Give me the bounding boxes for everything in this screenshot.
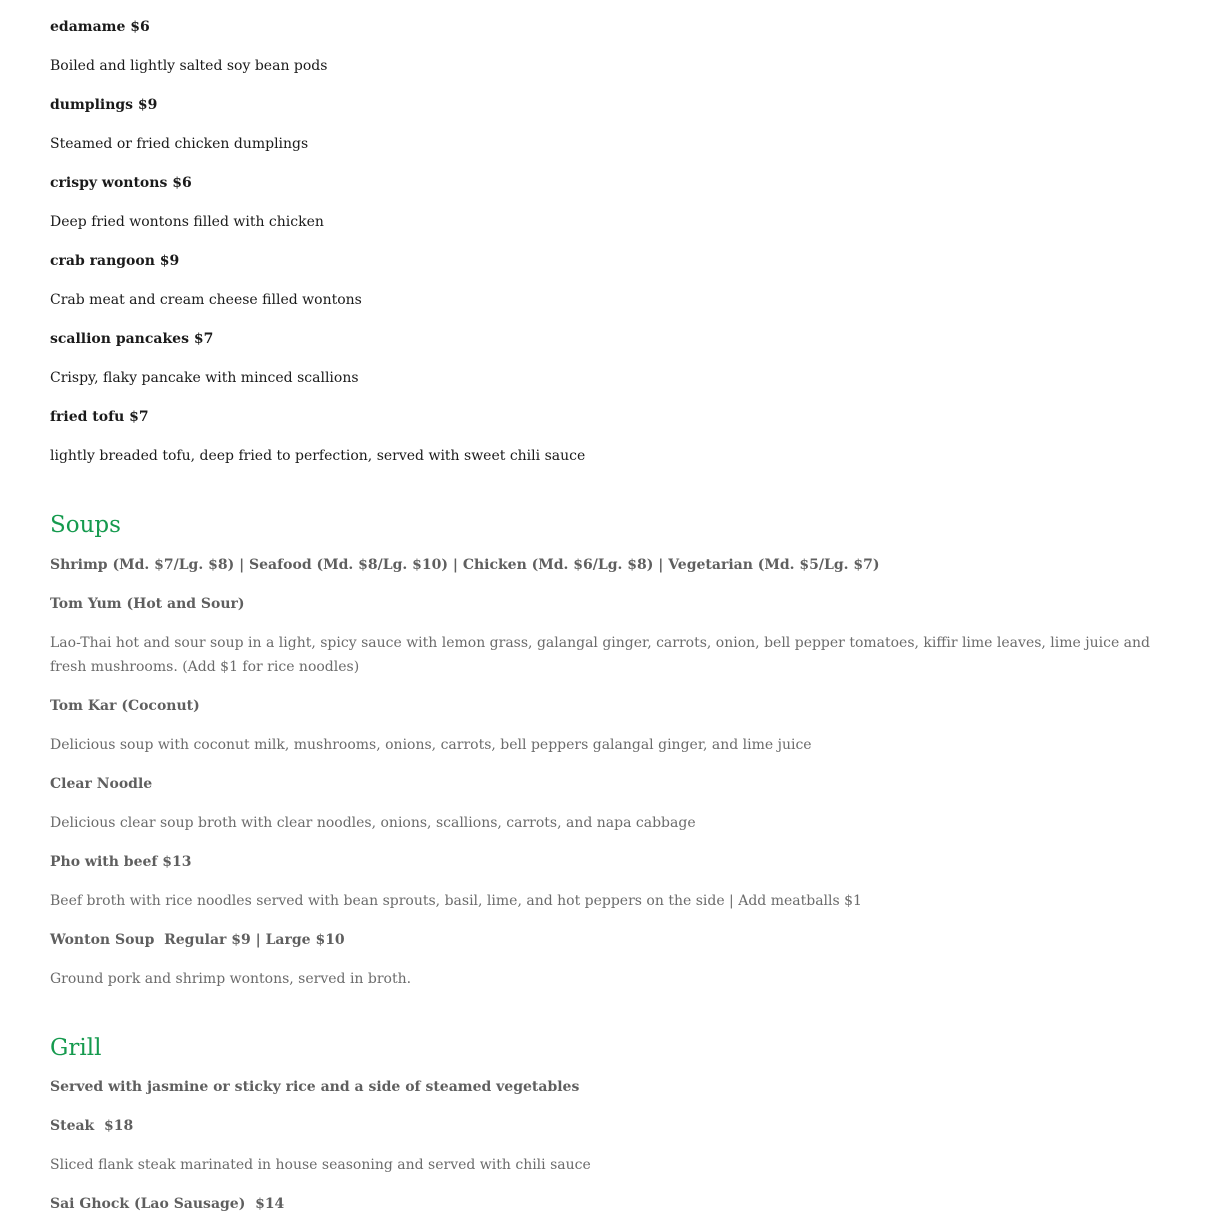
menu-item-description: lightly breaded tofu, deep fried to perfection, served with sweet chili sauce [50, 448, 586, 464]
soup-pricing: Shrimp (Md. $7/Lg. $8) | Seafood (Md. $8/Lg. $10) | Chicken (Md. $6/Lg. $8) | Vegetarian (Md. $5/Lg. $7) [50, 557, 880, 573]
menu-item-description: Steamed or fried chicken dumplings [50, 136, 309, 152]
menu-item-title: Pho with beef $13 [50, 854, 192, 870]
menu-item-title: Steak $18 [50, 1118, 134, 1134]
menu-item-description: Delicious soup with coconut milk, mushrooms, onions, carrots, bell peppers galangal ginger, and lime juice [50, 737, 812, 753]
menu-item-description: Boiled and lightly salted soy bean pods [50, 58, 328, 74]
section-heading-soups: Soups [50, 512, 121, 538]
menu-item-title: Sai Ghock (Lao Sausage) $14 [50, 1196, 285, 1212]
section-heading-grill: Grill [50, 1035, 102, 1061]
menu-item-title: crispy wontons $6 [50, 175, 192, 191]
menu-item-title: Wonton Soup Regular $9 | Large $10 [50, 932, 345, 948]
menu-item-description: Crispy, flaky pancake with minced scallions [50, 370, 359, 386]
menu-item-title: crab rangoon $9 [50, 253, 180, 269]
menu-item-description: Ground pork and shrimp wontons, served in broth. [50, 971, 412, 987]
menu-item-title: Clear Noodle [50, 776, 153, 792]
menu-item-title: dumplings $9 [50, 97, 158, 113]
menu-item-description: Deep fried wontons filled with chicken [50, 214, 324, 230]
menu-item-title: Tom Kar (Coconut) [50, 698, 200, 714]
menu-item-title: edamame $6 [50, 19, 150, 35]
menu-item-description: Beef broth with rice noodles served with bean sprouts, basil, lime, and hot peppers on the side | Add meatballs $1 [50, 893, 862, 909]
menu-item-title: Tom Yum (Hot and Sour) [50, 596, 245, 612]
menu-item-description: Delicious clear soup broth with clear noodles, onions, scallions, carrots, and napa cabbage [50, 815, 696, 831]
menu-item-description: Sliced flank steak marinated in house seasoning and served with chili sauce [50, 1157, 591, 1173]
menu-item-description: Lao-Thai hot and sour soup in a light, spicy sauce with lemon grass, galangal ginger, carrots, onion, bell pepper tomatoes, kiffir lime leaves, lime juice and fresh mushrooms. (Add $1 for rice noodles) [50, 635, 1151, 675]
menu-item-description: Crab meat and cream cheese filled wontons [50, 292, 362, 308]
menu-item-title: scallion pancakes $7 [50, 331, 214, 347]
grill-note: Served with jasmine or sticky rice and a side of steamed vegetables [50, 1079, 580, 1095]
menu-item-title: fried tofu $7 [50, 409, 149, 425]
